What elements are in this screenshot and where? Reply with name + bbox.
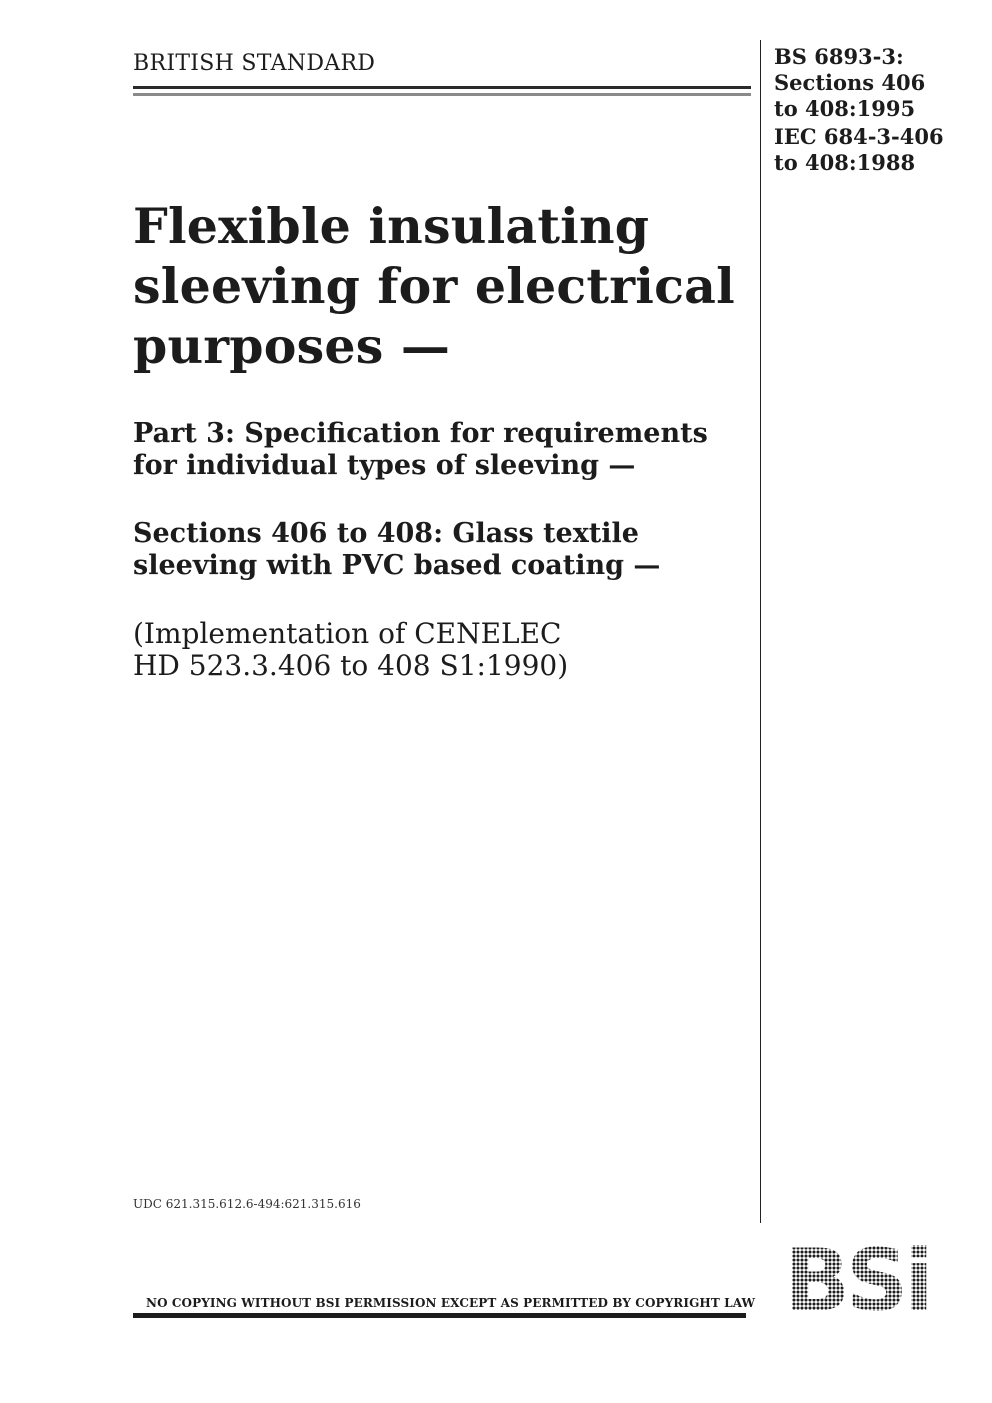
implementation-line: (Implementation of CENELEC bbox=[133, 617, 562, 650]
document-title bbox=[133, 196, 743, 376]
part-line: for individual types of sleeving — bbox=[133, 450, 636, 481]
bsi-logo-text: BSi bbox=[784, 1242, 930, 1316]
header-rule-light bbox=[133, 93, 751, 96]
copyright-notice: NO COPYING WITHOUT BSI PERMISSION EXCEPT AS PERMITTED BY COPYRIGHT LAW bbox=[146, 1296, 756, 1310]
header-rule-dark bbox=[133, 86, 751, 89]
part-subtitle bbox=[133, 418, 748, 482]
implementation-note bbox=[133, 618, 748, 682]
sections-subtitle bbox=[133, 518, 748, 582]
part-line: Part 3: Specification for requirements bbox=[133, 418, 708, 449]
iec-ref-line: IEC 684-3-406 bbox=[774, 124, 944, 149]
vertical-divider bbox=[760, 40, 761, 1223]
sections-line: Sections 406 to 408: Glass textile bbox=[133, 518, 639, 549]
bs-ref-line: Sections 406 bbox=[774, 70, 926, 95]
document-type-label: BRITISH STANDARD bbox=[133, 51, 376, 76]
sections-line: sleeving with PVC based coating — bbox=[133, 550, 661, 581]
iec-standard-number bbox=[774, 124, 944, 176]
implementation-line: HD 523.3.406 to 408 S1:1990) bbox=[133, 649, 569, 682]
iec-ref-line: to 408:1988 bbox=[774, 150, 916, 175]
footer-rule bbox=[133, 1313, 746, 1318]
udc-classification: UDC 621.315.612.6-494:621.315.616 bbox=[133, 1197, 361, 1211]
bs-ref-line: to 408:1995 bbox=[774, 96, 916, 121]
bsi-logo bbox=[768, 1242, 946, 1316]
bs-standard-number bbox=[774, 44, 925, 122]
title-line: Flexible insulating bbox=[133, 197, 650, 255]
title-line: purposes — bbox=[133, 317, 451, 375]
bs-ref-line: BS 6893-3: bbox=[774, 44, 904, 69]
title-line: sleeving for electrical bbox=[133, 257, 735, 315]
